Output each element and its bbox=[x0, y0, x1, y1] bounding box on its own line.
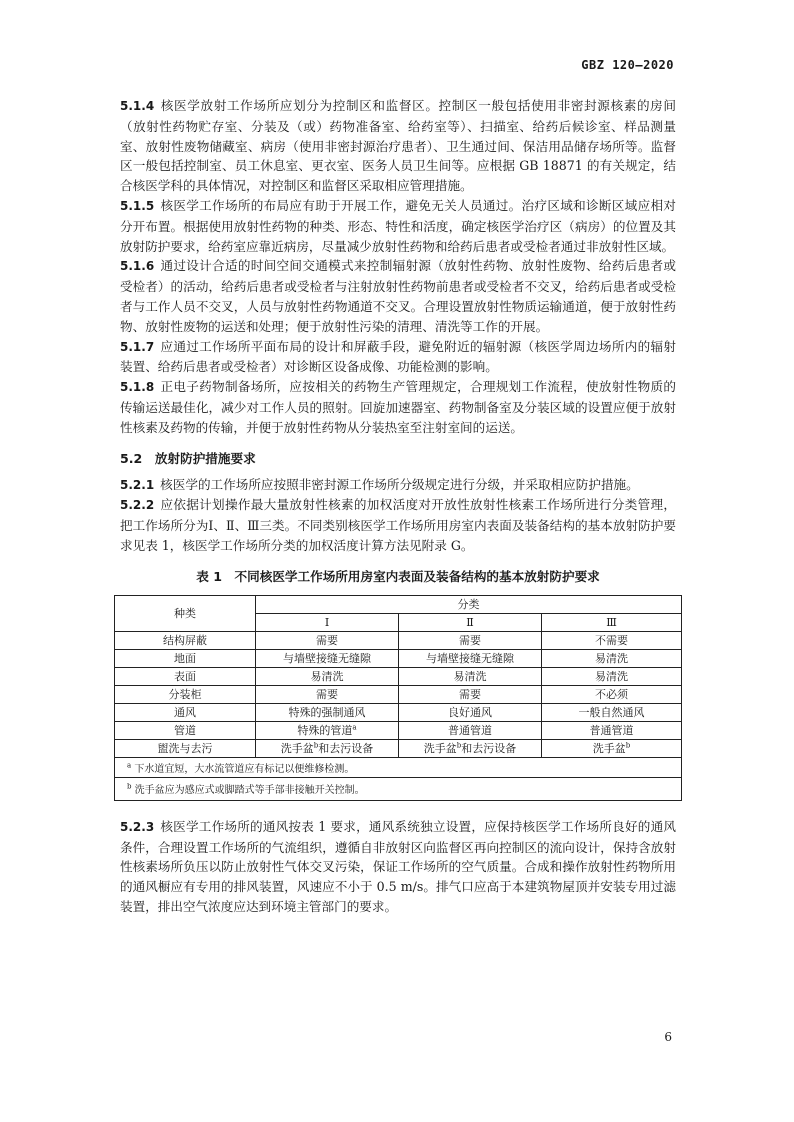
table-row: 分装柜 需要 需要 不必须 bbox=[115, 685, 682, 703]
class-1: Ⅰ bbox=[256, 613, 399, 631]
table-row: 表面 易清洗 易清洗 易清洗 bbox=[115, 667, 682, 685]
table-note-row bbox=[115, 777, 682, 800]
clause-5-2-2: 5.2.2 应依据计划操作最大量放射性核素的加权活度对开放性放射性核素工作场所进行分类管理，把工作场所分为Ⅰ、Ⅱ、Ⅲ三类。不同类别核医学工作场所用房室内表面及装备结构的基本放射防护要求见表 1，核医学工作场所分类的加权活度计算方法见附录 G。 bbox=[120, 497, 676, 553]
header-kind: 种类 bbox=[115, 595, 256, 631]
table-note-b: $^b$ 洗手盆应为感应式或脚踏式等手部非接触开关控制。 bbox=[115, 777, 682, 800]
table-header-row bbox=[115, 595, 682, 613]
clause-5-1-7: 5.1.7 应通过工作场所平面布局的设计和屏蔽手段，避免附近的辐射源（核医学周边场所内的辐射装置、给药后患者或受检者）对诊断区设备成像、功能检测的影响。 bbox=[120, 338, 676, 375]
clause-5-1-6: 5.1.6 通过设计合适的时间空间交通模式来控制辐射源（放射性药物、放射性废物、给药后患者或受检者）的活动，给药后患者或受检者与注射放射性药物前患者或受检者不交叉，给药后患者或受检者与工作人员不交叉，人员与放射性药物通道不交叉。合理设置放射性物质运输通道，便于放射性药物、放射性废物的运送和处理；便于放射性污染的清理、清洗等工作的开展。 bbox=[120, 258, 676, 334]
document-code: GBZ 120—2020 bbox=[581, 58, 674, 72]
clause-5-1-4: 5.1.4 核医学放射工作场所应划分为控制区和监督区。控制区一般包括使用非密封源核素的房间（放射性药物贮存室、分装及（或）药物准备室、给药室等）、扫描室、给药后候诊室、样品测量室、放射性废物储藏室、病房（使用非密封源治疗患者）、卫生通过间、保洁用品储存场所等。监督区一般包括控制室、员工休息室、更衣室、医务人员卫生间等。应根据 GB 18871 的有关规定，结合核医学科的具体情况，对控制区和监督区采取相应管理措施。 bbox=[120, 98, 676, 194]
class-3: Ⅲ bbox=[542, 613, 682, 631]
section-heading: 5.2 放射防护措施要求 bbox=[120, 450, 256, 466]
table-row: 结构屏蔽 需要 需要 不需要 bbox=[115, 631, 682, 649]
table-row: 管道 特殊的管道$^a$ 普通管道 普通管道 bbox=[115, 721, 682, 739]
header-class: 分类 bbox=[256, 595, 682, 613]
table-note-row bbox=[115, 757, 682, 777]
table-row: 盥洗与去污 洗手盆$^b$和去污设备 洗手盆$^b$和去污设备 洗手盆$^b$ bbox=[115, 739, 682, 757]
protection-requirements-table bbox=[114, 595, 682, 801]
table-row: 通风 特殊的强制通风 良好通风 一般自然通风 bbox=[115, 703, 682, 721]
page-content bbox=[120, 96, 676, 917]
table-caption: 表 1 不同核医学工作场所用房室内表面及装备结构的基本放射防护要求 bbox=[196, 568, 600, 584]
page-number: 6 bbox=[664, 1030, 672, 1044]
class-2: Ⅱ bbox=[399, 613, 542, 631]
clause-5-1-5: 5.1.5 核医学工作场所的布局应有助于开展工作，避免无关人员通过。治疗区域和诊断区域应相对分开布置。根据使用放射性药物的种类、形态、特性和活度，确定核医学治疗区（病房）的位置及其放射防护要求，给药室应靠近病房，尽量减少放射性药物和给药后患者或受检者通过非放射性区域。 bbox=[120, 197, 676, 254]
table-note-a: $^a$ 下水道宜短，大水流管道应有标记以便维修检测。 bbox=[115, 757, 682, 777]
clause-5-1-8: 5.1.8 正电子药物制备场所，应按相关的药物生产管理规定，合理规划工作流程，使放射性物质的传输运送最佳化，减少对工作人员的照射。回旋加速器室、药物制备室及分装区域的设置应便于放射性核素及药物的传输，并便于放射性药物从分装热室至注射室间的运送。 bbox=[120, 379, 676, 435]
table-row: 地面 与墙壁接缝无缝隙 与墙壁接缝无缝隙 易清洗 bbox=[115, 649, 682, 667]
clause-5-2-1: 5.2.1 核医学的工作场所应按照非密封源工作场所分级规定进行分级，并采取相应防护措施。 bbox=[120, 476, 639, 492]
clause-5-2-3: 5.2.3 核医学工作场所的通风按表 1 要求，通风系统独立设置，应保持核医学工作场所良好的通风条件，合理设置工作场所的气流组织，遵循自非放射区向监督区再向控制区的流向设计，保持含放射性核素场所负压以防止放射性气体交叉污染，保证工作场所的空气质量。合成和操作放射性药物所用的通风橱应有专用的排风装置，风速应不小于 0.5 m/s。排气口应高于本建筑物屋顶并安装专用过滤装置，排出空气浓度应达到环境主管部门的要求。 bbox=[120, 818, 676, 914]
